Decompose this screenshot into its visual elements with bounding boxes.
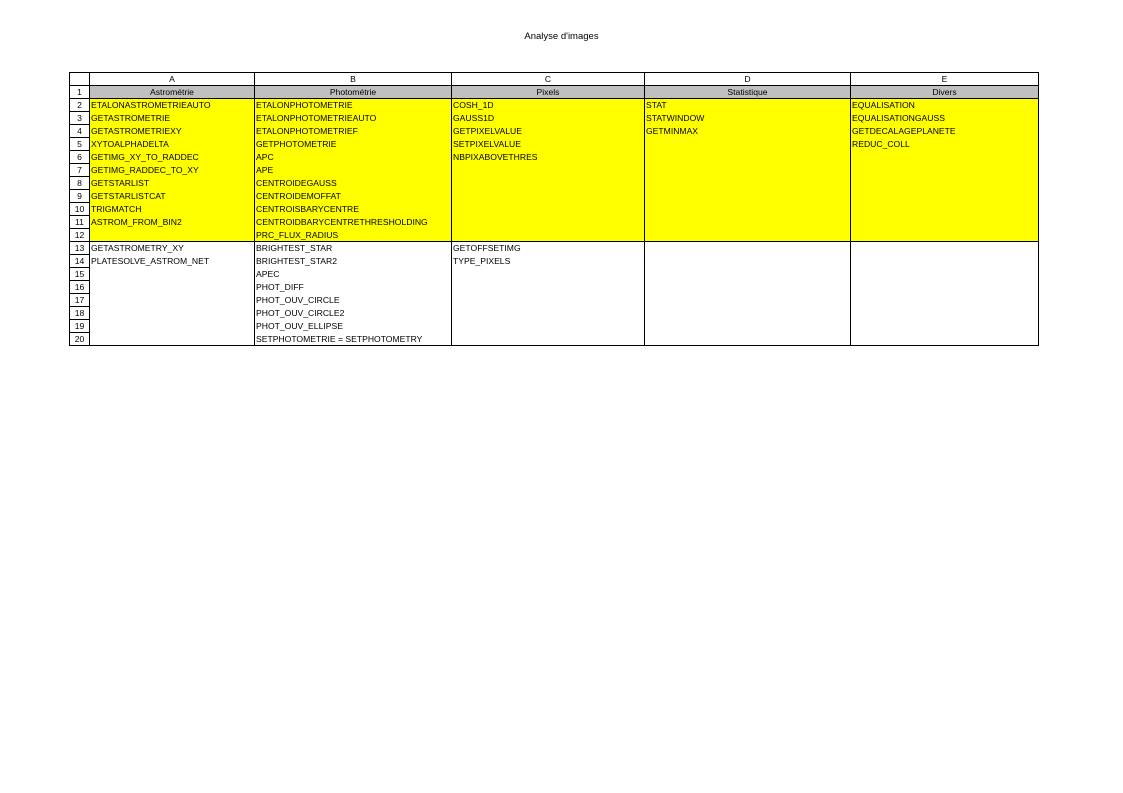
cell-photometrie: PHOT_OUV_CIRCLE2 bbox=[255, 307, 452, 320]
cell-astrometrie: PLATESOLVE_ASTROM_NET bbox=[90, 255, 255, 268]
row-number: 16 bbox=[70, 281, 90, 294]
cell-divers bbox=[851, 151, 1039, 164]
header-cell-divers: Divers bbox=[851, 86, 1039, 99]
cell-divers bbox=[851, 164, 1039, 177]
cell-pixels bbox=[452, 190, 645, 203]
cell-astrometrie bbox=[90, 281, 255, 294]
cell-photometrie: PHOT_OUV_CIRCLE bbox=[255, 294, 452, 307]
table-row bbox=[70, 320, 1039, 333]
page-title: Analyse d'images bbox=[524, 31, 599, 42]
cell-statistique bbox=[645, 138, 851, 151]
cell-statistique bbox=[645, 216, 851, 229]
cell-pixels: TYPE_PIXELS bbox=[452, 255, 645, 268]
cell-astrometrie bbox=[90, 320, 255, 333]
cell-pixels bbox=[452, 294, 645, 307]
cell-pixels bbox=[452, 203, 645, 216]
table-row bbox=[70, 333, 1039, 346]
cell-astrometrie: GETSTARLISTCAT bbox=[90, 190, 255, 203]
column-letter-a: A bbox=[90, 73, 255, 86]
cell-statistique bbox=[645, 164, 851, 177]
cell-statistique bbox=[645, 242, 851, 255]
table-row bbox=[70, 190, 1039, 203]
cell-astrometrie: ETALONASTROMETRIEAUTO bbox=[90, 99, 255, 112]
cell-pixels bbox=[452, 268, 645, 281]
table-row bbox=[70, 203, 1039, 216]
row-number: 2 bbox=[70, 99, 90, 112]
cell-divers: GETDECALAGEPLANETE bbox=[851, 125, 1039, 138]
column-letter-b: B bbox=[255, 73, 452, 86]
cell-statistique bbox=[645, 203, 851, 216]
sheet-body bbox=[70, 99, 1039, 346]
cell-pixels bbox=[452, 320, 645, 333]
column-letter-row bbox=[70, 73, 1039, 86]
cell-photometrie: ETALONPHOTOMETRIEF bbox=[255, 125, 452, 138]
row-number: 20 bbox=[70, 333, 90, 346]
row-number: 14 bbox=[70, 255, 90, 268]
cell-pixels bbox=[452, 281, 645, 294]
row-number: 18 bbox=[70, 307, 90, 320]
cell-divers: REDUC_COLL bbox=[851, 138, 1039, 151]
cell-photometrie: APE bbox=[255, 164, 452, 177]
cell-statistique bbox=[645, 294, 851, 307]
table-row bbox=[70, 242, 1039, 255]
cell-photometrie: BRIGHTEST_STAR2 bbox=[255, 255, 452, 268]
cell-divers bbox=[851, 268, 1039, 281]
cell-astrometrie: GETASTROMETRIEXY bbox=[90, 125, 255, 138]
table-row bbox=[70, 294, 1039, 307]
row-number: 19 bbox=[70, 320, 90, 333]
row-number: 10 bbox=[70, 203, 90, 216]
cell-statistique: GETMINMAX bbox=[645, 125, 851, 138]
cell-astrometrie: TRIGMATCH bbox=[90, 203, 255, 216]
cell-divers bbox=[851, 177, 1039, 190]
cell-statistique bbox=[645, 177, 851, 190]
cell-astrometrie: GETASTROMETRIE bbox=[90, 112, 255, 125]
cell-photometrie: BRIGHTEST_STAR bbox=[255, 242, 452, 255]
spreadsheet-table bbox=[69, 72, 1039, 346]
table-row bbox=[70, 307, 1039, 320]
cell-astrometrie: XYTOALPHADELTA bbox=[90, 138, 255, 151]
cell-photometrie: CENTROIDBARYCENTRETHRESHOLDING bbox=[255, 216, 452, 229]
row-number: 12 bbox=[70, 229, 90, 242]
table-row bbox=[70, 138, 1039, 151]
cell-divers bbox=[851, 281, 1039, 294]
table-row bbox=[70, 99, 1039, 112]
table-row bbox=[70, 112, 1039, 125]
cell-statistique: STATWINDOW bbox=[645, 112, 851, 125]
cell-statistique bbox=[645, 255, 851, 268]
cell-astrometrie bbox=[90, 229, 255, 242]
row-number: 8 bbox=[70, 177, 90, 190]
cell-pixels: GETOFFSETIMG bbox=[452, 242, 645, 255]
cell-divers: EQUALISATION bbox=[851, 99, 1039, 112]
cell-divers bbox=[851, 333, 1039, 346]
cell-astrometrie: ASTROM_FROM_BIN2 bbox=[90, 216, 255, 229]
cell-photometrie: PHOT_DIFF bbox=[255, 281, 452, 294]
cell-pixels: GAUSS1D bbox=[452, 112, 645, 125]
row-number: 6 bbox=[70, 151, 90, 164]
cell-divers bbox=[851, 294, 1039, 307]
column-letter-e: E bbox=[851, 73, 1039, 86]
cell-astrometrie bbox=[90, 307, 255, 320]
cell-divers: EQUALISATIONGAUSS bbox=[851, 112, 1039, 125]
cell-photometrie: CENTROISBARYCENTRE bbox=[255, 203, 452, 216]
column-letter-d: D bbox=[645, 73, 851, 86]
cell-pixels bbox=[452, 307, 645, 320]
row-number: 4 bbox=[70, 125, 90, 138]
cell-statistique bbox=[645, 307, 851, 320]
corner-cell bbox=[70, 73, 90, 86]
table-row bbox=[70, 268, 1039, 281]
cell-photometrie: SETPHOTOMETRIE = SETPHOTOMETRY bbox=[255, 333, 452, 346]
header-cell-pixels: Pixels bbox=[452, 86, 645, 99]
cell-photometrie: ETALONPHOTOMETRIE bbox=[255, 99, 452, 112]
table-row bbox=[70, 177, 1039, 190]
header-row bbox=[70, 86, 1039, 99]
table-row bbox=[70, 229, 1039, 242]
cell-photometrie: GETPHOTOMETRIE bbox=[255, 138, 452, 151]
cell-statistique: STAT bbox=[645, 99, 851, 112]
cell-pixels: GETPIXELVALUE bbox=[452, 125, 645, 138]
cell-photometrie: CENTROIDEGAUSS bbox=[255, 177, 452, 190]
header-cell-statistique: Statistique bbox=[645, 86, 851, 99]
cell-astrometrie bbox=[90, 333, 255, 346]
cell-divers bbox=[851, 203, 1039, 216]
cell-divers bbox=[851, 190, 1039, 203]
header-cell-photometrie: Photométrie bbox=[255, 86, 452, 99]
row-number: 11 bbox=[70, 216, 90, 229]
cell-divers bbox=[851, 229, 1039, 242]
cell-divers bbox=[851, 216, 1039, 229]
cell-photometrie: APC bbox=[255, 151, 452, 164]
cell-pixels bbox=[452, 229, 645, 242]
cell-astrometrie: GETSTARLIST bbox=[90, 177, 255, 190]
cell-statistique bbox=[645, 229, 851, 242]
row-number: 13 bbox=[70, 242, 90, 255]
header-cell-astrometrie: Astrométrie bbox=[90, 86, 255, 99]
cell-divers bbox=[851, 320, 1039, 333]
cell-divers bbox=[851, 242, 1039, 255]
cell-photometrie: APEC bbox=[255, 268, 452, 281]
row-number: 17 bbox=[70, 294, 90, 307]
cell-pixels bbox=[452, 164, 645, 177]
row-number: 1 bbox=[70, 86, 90, 99]
row-number: 7 bbox=[70, 164, 90, 177]
row-number: 5 bbox=[70, 138, 90, 151]
table-row bbox=[70, 151, 1039, 164]
cell-statistique bbox=[645, 320, 851, 333]
cell-astrometrie bbox=[90, 268, 255, 281]
cell-astrometrie: GETASTROMETRY_XY bbox=[90, 242, 255, 255]
cell-statistique bbox=[645, 281, 851, 294]
cell-photometrie: PRC_FLUX_RADIUS bbox=[255, 229, 452, 242]
cell-divers bbox=[851, 255, 1039, 268]
cell-pixels: SETPIXELVALUE bbox=[452, 138, 645, 151]
cell-statistique bbox=[645, 190, 851, 203]
cell-pixels bbox=[452, 177, 645, 190]
row-number: 15 bbox=[70, 268, 90, 281]
table-row bbox=[70, 255, 1039, 268]
cell-photometrie: CENTROIDEMOFFAT bbox=[255, 190, 452, 203]
cell-pixels bbox=[452, 216, 645, 229]
cell-statistique bbox=[645, 268, 851, 281]
cell-photometrie: ETALONPHOTOMETRIEAUTO bbox=[255, 112, 452, 125]
table-row bbox=[70, 164, 1039, 177]
cell-astrometrie bbox=[90, 294, 255, 307]
cell-pixels: COSH_1D bbox=[452, 99, 645, 112]
row-number: 3 bbox=[70, 112, 90, 125]
cell-statistique bbox=[645, 151, 851, 164]
cell-pixels bbox=[452, 333, 645, 346]
table-row bbox=[70, 125, 1039, 138]
cell-astrometrie: GETIMG_RADDEC_TO_XY bbox=[90, 164, 255, 177]
row-number: 9 bbox=[70, 190, 90, 203]
cell-astrometrie: GETIMG_XY_TO_RADDEC bbox=[90, 151, 255, 164]
cell-photometrie: PHOT_OUV_ELLIPSE bbox=[255, 320, 452, 333]
cell-divers bbox=[851, 307, 1039, 320]
column-letter-c: C bbox=[452, 73, 645, 86]
table-row bbox=[70, 216, 1039, 229]
cell-statistique bbox=[645, 333, 851, 346]
cell-pixels: NBPIXABOVETHRES bbox=[452, 151, 645, 164]
table-row bbox=[70, 281, 1039, 294]
